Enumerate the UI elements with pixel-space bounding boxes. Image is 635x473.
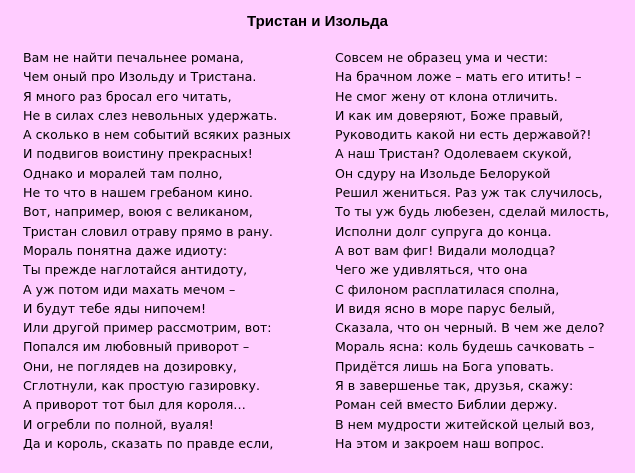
poem-line: А наш Тристан? Одолеваем скукой, (335, 146, 572, 162)
poem-line: Роман сей вместо Библии держу. (335, 397, 558, 413)
poem-line: Я в завершенье так, друзья, скажу: (335, 378, 574, 394)
poem-line: Руководить какой ни есть державой?! (335, 127, 592, 143)
poem-line: То ты уж будь любезен, сделай милость, (335, 204, 610, 220)
poem-line: На брачном ложе – мать его итить! – (335, 69, 582, 85)
poem-line: И видя ясно в море парус белый, (335, 300, 556, 316)
poem-line: Вам не найти печальнее романа, (23, 50, 244, 65)
poem-line: С филоном расплатилася сполна, (335, 281, 560, 297)
poem-line: А вот вам фиг! Видали молодца? (335, 242, 556, 258)
poem-line: На этом и закроем наш вопрос. (335, 435, 545, 451)
poem-line: Не смог жену от клона отличить. (335, 88, 558, 104)
poem-line: А уж потом иди махать мечом – (23, 281, 236, 297)
poem-line: Не в силах слез невольных удержать. (23, 107, 278, 123)
poem-line: Сказала, что он черный. В чем же дело? (335, 320, 605, 336)
poem-line: Чего же удивляться, что она (335, 262, 528, 278)
poem-line: Он сдуру на Изольде Белорукой (335, 165, 551, 181)
poem-line: Вот, например, воюя с великаном, (23, 204, 253, 220)
poem-title: Тристан и Изольда (247, 13, 388, 30)
poem-line: А приворот тот был для короля… (23, 397, 246, 413)
poem-line: Совсем не образец ума и чести: (335, 50, 549, 65)
poem-line: Мораль ясна: коль будешь сачковать – (335, 339, 595, 355)
poem-line: В нем мудрости житейской целый воз, (335, 416, 595, 432)
poem-line: Придётся лишь на Бога уповать. (335, 358, 555, 374)
poem-line: Не то что в нашем гребаном кино. (23, 185, 253, 201)
poem-line: И огребли по полной, вуаля! (23, 416, 214, 432)
poem-line: И как им доверяют, Боже правый, (335, 107, 564, 123)
poem-right-column (335, 48, 625, 453)
poem-line: Решил жениться. Раз уж так случилось, (335, 185, 603, 201)
poem-line: Сглотнули, как простую газировку. (23, 378, 261, 394)
poem-line: Исполни долг супруга до конца. (335, 223, 552, 239)
poem-line: Попался им любовный приворот – (23, 339, 250, 355)
poem-line: Тристан словил отраву прямо в рану. (23, 223, 273, 239)
poem-line: Мораль понятна даже идиоту: (23, 242, 228, 258)
poem-line: Чем оный про Изольду и Тристана. (23, 69, 257, 85)
poem-line: Я много раз бросал его читать, (23, 88, 232, 104)
poem-line: Да и король, сказать по правде если, (23, 435, 274, 451)
poem-line: Или другой пример рассмотрим, вот: (23, 320, 272, 336)
poem-line: А сколько в нем событий всяких разных (23, 127, 291, 143)
poem-line: И будут тебе яды нипочем! (23, 300, 207, 316)
poem-left-column (23, 48, 313, 453)
poem-line: И подвигов воистину прекрасных! (23, 146, 253, 162)
poem-line: Ты прежде наглотайся антидоту, (23, 262, 248, 278)
poem-line: Они, не поглядев на дозировку, (23, 358, 237, 374)
poem-line: Однако и моралей там полно, (23, 165, 223, 181)
